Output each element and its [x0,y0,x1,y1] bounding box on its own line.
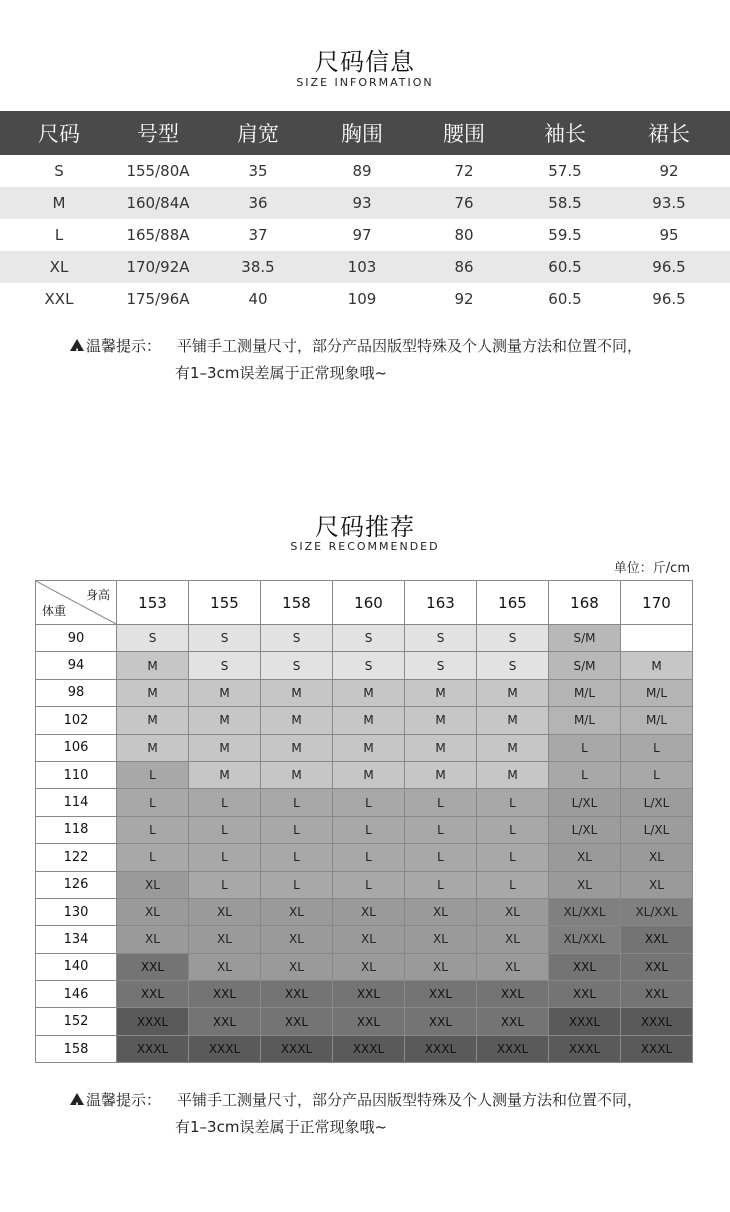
table-row [36,926,693,953]
size-cell: XL [549,844,621,871]
size-cell: XL [477,926,549,953]
weight-cell: 158 [36,1035,117,1062]
size-cell [621,625,693,652]
size-cell: M [477,761,549,788]
size-cell: XXL [477,1008,549,1035]
table-row [36,707,693,734]
size-cell: M [477,679,549,706]
corner-cell [36,581,117,625]
size-cell: XXXL [405,1035,477,1062]
size-rec-subtitle: SIZE RECOMMENDED [290,540,440,553]
table-cell: 89 [352,162,372,180]
size-cell: L [189,871,261,898]
size-cell: M [333,707,405,734]
size-cell: S [405,652,477,679]
height-header-cell: 155 [189,581,261,625]
table-cell: 95 [659,226,679,244]
size-cell: XXXL [621,1008,693,1035]
table-cell: S [54,162,64,180]
height-header-cell: 160 [333,581,405,625]
table-cell: 38.5 [241,258,275,276]
size-cell: L [333,789,405,816]
size-info-header [0,111,730,155]
height-header-cell: 170 [621,581,693,625]
size-cell: L/XL [621,816,693,843]
size-rec-title: 尺码推荐 [315,513,415,541]
header-model: 号型 [137,122,179,146]
weight-cell: 106 [36,734,117,761]
size-cell: L [621,734,693,761]
warning-icon [70,339,86,351]
weight-cell: 130 [36,898,117,925]
weight-cell: 122 [36,844,117,871]
size-cell: L [477,789,549,816]
size-cell: XL [117,871,189,898]
weight-cell: 110 [36,761,117,788]
size-cell: S [333,652,405,679]
size-cell: M [189,707,261,734]
weight-cell: 134 [36,926,117,953]
size-info-table [0,155,730,315]
table-cell: 76 [454,194,474,212]
size-cell: L [405,871,477,898]
table-cell: XL [49,258,69,276]
size-cell: XXL [117,953,189,980]
size-cell: XXL [189,981,261,1008]
weight-cell: 152 [36,1008,117,1035]
size-cell: XL [405,898,477,925]
size-cell: L [189,789,261,816]
table-cell: 170/92A [126,258,190,276]
size-cell: M [189,679,261,706]
note-line1: 平铺手工测量尺寸，部分产品因版型特殊及个人测量方法和位置不同， [177,1091,643,1109]
table-cell: 58.5 [548,194,582,212]
size-recommend-table [35,580,693,1063]
size-cell: L [261,789,333,816]
size-cell: S [189,652,261,679]
table-row [36,1035,693,1062]
size-cell: L [477,816,549,843]
size-cell: XL [261,953,333,980]
table-row [0,251,730,283]
size-rec-note [70,1087,642,1141]
size-cell: XXL [621,953,693,980]
table-row [36,625,693,652]
note-label: 温馨提示： [86,337,162,355]
table-row [36,734,693,761]
size-cell: L/XL [549,789,621,816]
table-cell: 93 [352,194,372,212]
size-cell: M [261,761,333,788]
size-cell: XXL [189,1008,261,1035]
size-cell: M [117,679,189,706]
size-cell: XXL [333,981,405,1008]
unit-label: 单位：斤/cm [613,561,690,576]
size-cell: L [117,761,189,788]
table-cell: 59.5 [548,226,582,244]
size-cell: XL/XXL [549,926,621,953]
size-cell: S/M [549,625,621,652]
size-cell: M [621,652,693,679]
size-cell: XL [405,926,477,953]
table-cell: 96.5 [652,258,686,276]
weight-cell: 146 [36,981,117,1008]
table-cell: 57.5 [548,162,582,180]
table-row [36,816,693,843]
weight-cell: 140 [36,953,117,980]
size-cell: XL [333,953,405,980]
size-cell: XL [117,898,189,925]
size-cell: M [477,734,549,761]
size-info-subtitle: SIZE INFORMATION [296,76,434,89]
table-row [0,219,730,251]
size-cell: S [477,625,549,652]
size-cell: XL/XXL [621,898,693,925]
size-cell: XXXL [477,1035,549,1062]
size-cell: M/L [621,679,693,706]
size-cell: M [333,761,405,788]
table-cell: 60.5 [548,258,582,276]
height-header-cell: 163 [405,581,477,625]
size-cell: XXL [477,981,549,1008]
size-cell: XXL [405,981,477,1008]
size-cell: L [333,871,405,898]
size-cell: XL [621,871,693,898]
size-cell: M/L [621,707,693,734]
height-header-row [36,581,693,625]
size-cell: M [405,734,477,761]
size-cell: L [117,844,189,871]
size-cell: XL [261,926,333,953]
table-row [36,761,693,788]
size-cell: L/XL [621,789,693,816]
table-row [0,155,730,187]
size-cell: L/XL [549,816,621,843]
table-cell: 93.5 [652,194,686,212]
size-cell: S/M [549,652,621,679]
header-sleeve: 袖长 [544,122,586,146]
table-row [36,898,693,925]
table-row [36,953,693,980]
size-cell: XXXL [549,1008,621,1035]
size-cell: L [405,816,477,843]
height-header-cell: 158 [261,581,333,625]
table-cell: 86 [454,258,474,276]
table-row [36,871,693,898]
height-header-cell: 153 [117,581,189,625]
table-row [36,652,693,679]
table-cell: 103 [347,258,377,276]
size-cell: XXL [117,981,189,1008]
size-cell: L [333,844,405,871]
table-row [0,187,730,219]
size-cell: M [405,679,477,706]
header-size: 尺码 [38,122,80,146]
size-cell: M/L [549,707,621,734]
table-cell: 60.5 [548,290,582,308]
size-cell: XXXL [189,1035,261,1062]
size-cell: L [405,789,477,816]
size-cell: XXL [261,1008,333,1035]
size-cell: XL [117,926,189,953]
size-cell: XXXL [261,1035,333,1062]
size-cell: M [477,707,549,734]
size-cell: XL [477,898,549,925]
size-info-title: 尺码信息 [315,48,415,76]
table-cell: 92 [454,290,474,308]
table-row [36,844,693,871]
size-cell: XXXL [333,1035,405,1062]
table-cell: 96.5 [652,290,686,308]
weight-cell: 126 [36,871,117,898]
table-row [0,283,730,315]
size-cell: M [333,679,405,706]
height-header-cell: 168 [549,581,621,625]
size-cell: L [117,789,189,816]
size-cell: L [477,871,549,898]
size-cell: L [621,761,693,788]
size-cell: S [477,652,549,679]
size-cell: XL [189,953,261,980]
note-line2: 有1–3cm误差属于正常现象哦~ [175,1118,388,1136]
table-cell: 40 [248,290,268,308]
size-cell: XXXL [549,1035,621,1062]
size-cell: M [405,707,477,734]
size-cell: S [261,625,333,652]
weight-cell: 90 [36,625,117,652]
table-cell: 37 [248,226,268,244]
size-cell: XL [189,926,261,953]
note-label: 温馨提示： [86,1091,162,1109]
size-cell: XL [261,898,333,925]
size-cell: M [261,707,333,734]
size-cell: L [405,844,477,871]
size-cell: XXL [621,981,693,1008]
size-cell: S [405,625,477,652]
table-cell: 97 [352,226,372,244]
size-cell: L [117,816,189,843]
table-cell: 36 [248,194,268,212]
size-cell: L [189,844,261,871]
size-cell: M [261,734,333,761]
table-cell: 160/84A [126,194,190,212]
size-cell: XXL [549,981,621,1008]
table-cell: 35 [248,162,268,180]
table-row [36,679,693,706]
size-cell: XXL [261,981,333,1008]
size-cell: M [117,652,189,679]
weight-cell: 98 [36,679,117,706]
size-cell: XXXL [621,1035,693,1062]
size-cell: M [405,761,477,788]
size-cell: XXXL [117,1035,189,1062]
size-cell: S [117,625,189,652]
table-cell: XXL [44,290,74,308]
size-cell: XL/XXL [549,898,621,925]
weight-cell: 118 [36,816,117,843]
weight-cell: 102 [36,707,117,734]
size-cell: XXL [405,1008,477,1035]
size-cell: L [549,761,621,788]
corner-weight-label: 体重 [42,604,67,618]
weight-cell: 114 [36,789,117,816]
size-cell: M [261,679,333,706]
table-cell: L [54,226,64,244]
size-cell: S [189,625,261,652]
size-cell: XXL [549,953,621,980]
corner-height-label: 身高 [85,588,110,602]
header-length: 裙长 [648,122,690,146]
size-cell: M [333,734,405,761]
table-cell: 92 [659,162,679,180]
size-cell: M [117,734,189,761]
size-cell: M [189,761,261,788]
table-cell: 109 [347,290,377,308]
table-row [36,1008,693,1035]
table-row [36,981,693,1008]
table-cell: 175/96A [126,290,190,308]
size-cell: XL [621,844,693,871]
size-cell: L [261,816,333,843]
size-cell: XL [333,898,405,925]
warning-icon [70,1093,86,1105]
size-info-note [70,333,642,387]
size-cell: L [261,871,333,898]
size-cell: XXL [333,1008,405,1035]
table-cell: 165/88A [126,226,190,244]
size-cell: XL [333,926,405,953]
table-row [36,789,693,816]
table-cell: M [52,194,66,212]
size-cell: XXL [621,926,693,953]
size-cell: XL [405,953,477,980]
table-cell: 155/80A [126,162,190,180]
size-cell: XL [189,898,261,925]
size-cell: S [333,625,405,652]
table-cell: 72 [454,162,474,180]
size-cell: L [261,844,333,871]
size-cell: L [189,816,261,843]
height-header-cell: 165 [477,581,549,625]
size-cell: M/L [549,679,621,706]
size-cell: L [549,734,621,761]
table-cell: 80 [454,226,474,244]
header-waist: 腰围 [443,122,485,146]
header-bust: 胸围 [341,122,383,146]
size-cell: XXXL [117,1008,189,1035]
note-line2: 有1–3cm误差属于正常现象哦~ [175,364,388,382]
size-cell: XL [477,953,549,980]
weight-cell: 94 [36,652,117,679]
size-cell: XL [549,871,621,898]
size-cell: M [117,707,189,734]
size-cell: L [477,844,549,871]
size-cell: S [261,652,333,679]
note-line1: 平铺手工测量尺寸，部分产品因版型特殊及个人测量方法和位置不同， [177,337,643,355]
size-cell: L [333,816,405,843]
size-cell: M [189,734,261,761]
header-shoulder: 肩宽 [237,122,279,146]
